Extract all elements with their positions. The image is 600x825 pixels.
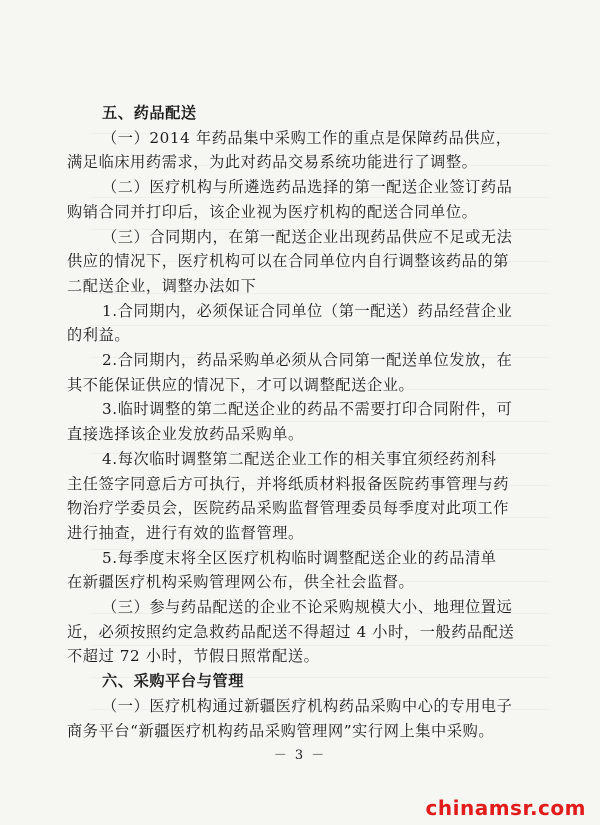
paragraph-line: 5.每季度末将全区医疗机构临时调整配送企业的药品清单	[102, 549, 497, 567]
paragraph-line: 直接选择该企业发放药品采购单。	[67, 425, 304, 443]
section-heading: 五、药品配送	[102, 104, 197, 122]
paragraph-line: 供应的情况下，医疗机构可以在合同单位内自行调整该药品的第	[67, 252, 510, 270]
paragraph-line: （三）合同期内，在第一配送企业出现药品供应不足或无法	[102, 228, 513, 246]
paragraph-line: 二配送企业，调整办法如下	[67, 277, 257, 295]
page-number: － 3 －	[273, 748, 327, 763]
paragraph-line: 近，必须按照约定急救药品配送不得超过 4 小时，一般药品配送	[67, 623, 515, 641]
paragraph-line: 的利益。	[67, 326, 131, 344]
paragraph-line: 商务平台“新疆医疗机构药品采购管理网”实行网上集中采购。	[67, 722, 495, 740]
paragraph-line: 1.合同期内，必须保证合同单位（第一配送）药品经营企业	[102, 302, 513, 320]
section-heading: 六、采购平台与管理	[102, 672, 245, 690]
paragraph-line: 物治疗学委员会，医院药品采购监督管理委员每季度对此项工作	[67, 499, 510, 517]
paragraph-line: （三）参与药品配送的企业不论采购规模大小、地理位置远	[102, 598, 513, 616]
paragraph-line: （二）医疗机构与所遴选药品选择的第一配送企业签订药品	[102, 178, 513, 196]
paragraph-line: 进行抽查，进行有效的监督管理。	[67, 524, 304, 542]
paragraph-line: 主任签字同意后方可执行，并将纸质材料报备医院药事管理与药	[67, 475, 510, 493]
site-watermark: chinamsr.com	[425, 796, 586, 820]
paragraph-line: 在新疆医疗机构采购管理网公布，供全社会监督。	[67, 573, 415, 591]
paragraph-line: 其不能保证供应的情况下，才可以调整配送企业。	[67, 376, 415, 394]
paragraph-line: 不超过 72 小时，节假日照常配送。	[67, 647, 320, 665]
paragraph-line: 2.合同期内，药品采购单必须从合同第一配送单位发放，在	[102, 351, 513, 369]
paragraph-line: （一）2014 年药品集中采购工作的重点是保障药品供应，	[102, 129, 512, 147]
paragraph-line: 购销合同并打印后，该企业视为医疗机构的配送合同单位。	[67, 203, 478, 221]
paragraph-line: （一）医疗机构通过新疆医疗机构药品采购中心的专用电子	[102, 697, 513, 715]
paragraph-line: 3.临时调整的第二配送企业的药品不需要打印合同附件，可	[102, 400, 513, 418]
paragraph-line: 满足临床用药需求，为此对药品交易系统功能进行了调整。	[67, 153, 478, 171]
paragraph-line: 4.每次临时调整第二配送企业工作的相关事宜须经药剂科	[102, 450, 497, 468]
